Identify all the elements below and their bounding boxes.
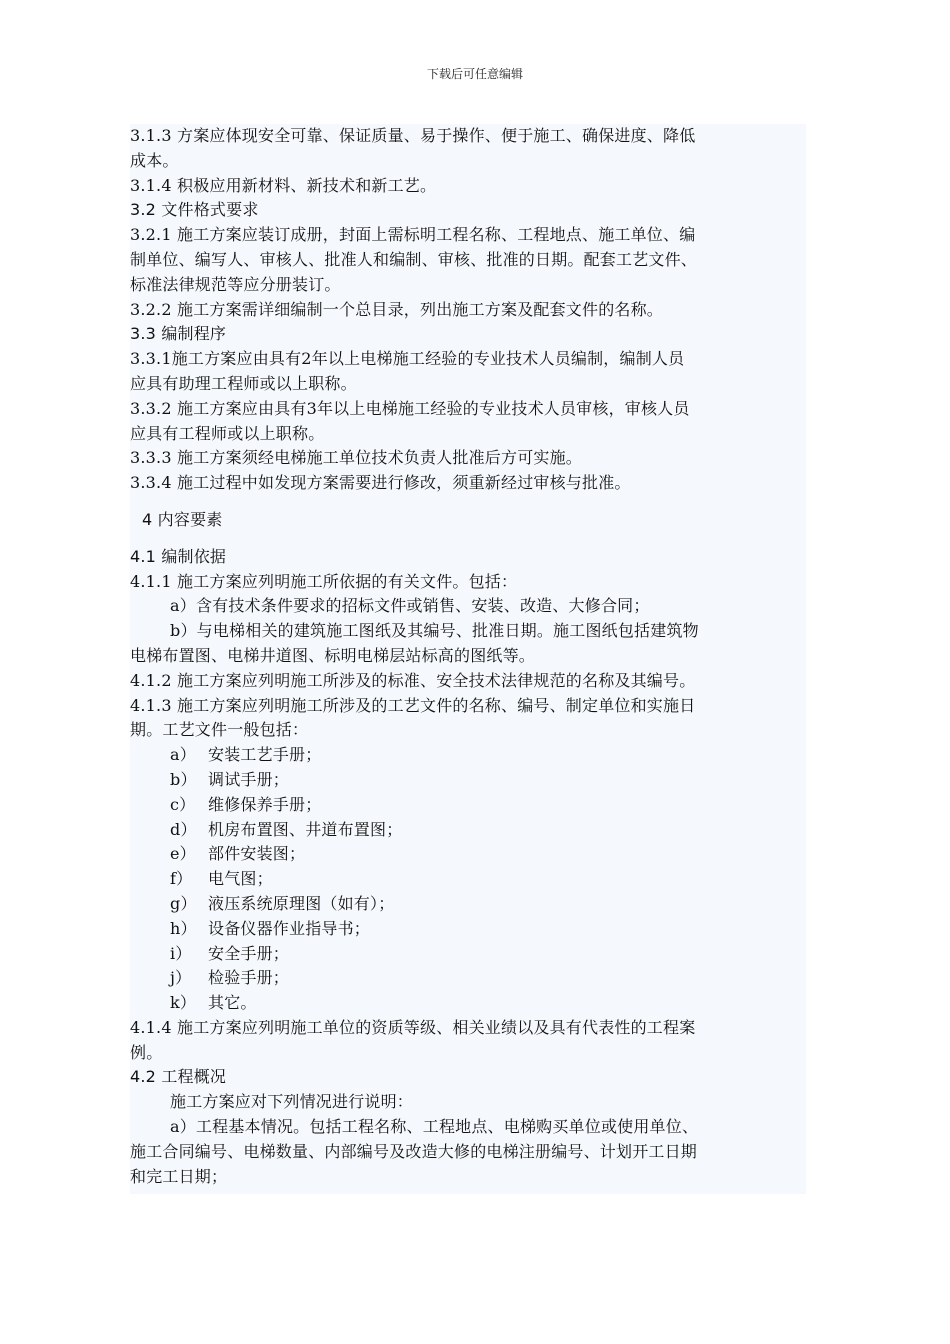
list-marker: i） — [170, 943, 192, 963]
list-text: 其它。 — [208, 993, 257, 1013]
list-item — [130, 892, 806, 917]
paragraph-line: 3.3.4 施工过程中如发现方案需要进行修改，须重新经过审核与批准。 — [130, 473, 631, 493]
paragraph-line: 标准法律规范等应分册装订。 — [130, 274, 341, 294]
paragraph-line: 4.1.4 施工方案应列明施工单位的资质等级、相关业绩以及具有代表性的工程案 — [130, 1017, 696, 1037]
paragraph-line: 应具有助理工程师或以上职称。 — [130, 373, 357, 393]
paragraph-line: 3.1.3 方案应体现安全可靠、保证质量、易于操作、便于施工、确保进度、降低 — [130, 126, 696, 145]
list-marker: f） — [170, 869, 193, 889]
list-marker: d） — [170, 819, 197, 839]
list-text: 液压系统原理图（如有）； — [208, 893, 395, 913]
list-text: 维修保养手册； — [208, 794, 322, 814]
list-text: 部件安装图； — [208, 844, 306, 864]
paragraph-line: 4.1.2 施工方案应列明施工所涉及的标准、安全技术法律规范的名称及其编号。 — [130, 670, 696, 690]
list-item — [130, 743, 806, 768]
list-item — [130, 917, 806, 942]
chapter-heading-4: 4 内容要素 — [142, 509, 223, 529]
paragraph-line: 3.3.1施工方案应由具有2年以上电梯施工经验的专业技术人员编制，编制人员 — [130, 349, 685, 369]
section-heading-4-2: 4.2 工程概况 — [130, 1067, 227, 1087]
list-text: 调试手册； — [208, 769, 290, 789]
list-marker: j） — [170, 968, 192, 988]
list-item — [130, 793, 806, 818]
paragraph-line: 4.1.1 施工方案应列明施工所依据的有关文件。包括： — [130, 571, 518, 591]
section-heading-4-1: 4.1 编制依据 — [130, 546, 227, 566]
paragraph-line: 3.2.1 施工方案应装订成册，封面上需标明工程名称、工程地点、施工单位、编 — [130, 225, 696, 245]
list-marker: h） — [170, 918, 197, 938]
list-marker: g） — [170, 893, 197, 913]
list-item — [130, 966, 806, 991]
section-heading-3-3: 3.3 编制程序 — [130, 324, 227, 344]
list-text: 设备仪器作业指导书； — [208, 918, 371, 938]
list-item — [130, 991, 806, 1016]
paragraph-line: a）工程基本情况。包括工程名称、工程地点、电梯购买单位或使用单位、 — [170, 1117, 699, 1137]
list-marker: k） — [170, 993, 197, 1013]
paragraph-line: 成本。 — [130, 150, 179, 170]
paragraph-line: 和完工日期； — [130, 1166, 228, 1186]
list-item — [130, 942, 806, 967]
list-text: 安全手册； — [208, 943, 290, 963]
paragraph-line: 3.3.3 施工方案须经电梯施工单位技术负责人批准后方可实施。 — [130, 448, 582, 468]
list-marker: c） — [170, 794, 196, 814]
paragraph-line: 期。工艺文件一般包括： — [130, 720, 309, 740]
paragraph-line: 电梯布置图、电梯井道图、标明电梯层站标高的图纸等。 — [130, 645, 536, 665]
list-item — [130, 842, 806, 867]
list-item — [130, 768, 806, 793]
list-marker: a） — [170, 745, 196, 765]
paragraph-line: 例。 — [130, 1042, 163, 1062]
paragraph-line: 施工方案应对下列情况进行说明： — [170, 1092, 414, 1112]
list-item — [130, 867, 806, 892]
list-marker: e） — [170, 844, 196, 864]
list-text: 机房布置图、井道布置图； — [208, 819, 403, 839]
document-body — [130, 124, 806, 1194]
page-header: 下载后可任意编辑 — [426, 67, 523, 81]
paragraph-line: 施工合同编号、电梯数量、内部编号及改造大修的电梯注册编号、计划开工日期 — [130, 1141, 698, 1161]
list-text: 检验手册； — [208, 968, 290, 988]
paragraph-line: 3.3.2 施工方案应由具有3年以上电梯施工经验的专业技术人员审核，审核人员 — [130, 398, 690, 418]
paragraph-line: 4.1.3 施工方案应列明施工所涉及的工艺文件的名称、编号、制定单位和实施日 — [130, 695, 696, 715]
section-heading-3-2: 3.2 文件格式要求 — [130, 200, 259, 220]
list-text: 安装工艺手册； — [208, 745, 322, 765]
list-marker: b） — [170, 769, 197, 789]
paragraph-line: a）含有技术条件要求的招标文件或销售、安装、改造、大修合同； — [170, 596, 650, 616]
paragraph-line: 应具有工程师或以上职称。 — [130, 423, 325, 443]
paragraph-line: 3.1.4 积极应用新材料、新技术和新工艺。 — [130, 175, 437, 195]
paragraph-line: 3.2.2 施工方案需详细编制一个总目录，列出施工方案及配套文件的名称。 — [130, 299, 663, 319]
list-text: 电气图； — [208, 869, 273, 889]
paragraph-line: b）与电梯相关的建筑施工图纸及其编号、批准日期。施工图纸包括建筑物 — [170, 621, 699, 641]
paragraph-line: 制单位、编写人、审核人、批准人和编制、审核、批准的日期。配套工艺文件、 — [130, 249, 698, 269]
list-item — [130, 818, 806, 843]
